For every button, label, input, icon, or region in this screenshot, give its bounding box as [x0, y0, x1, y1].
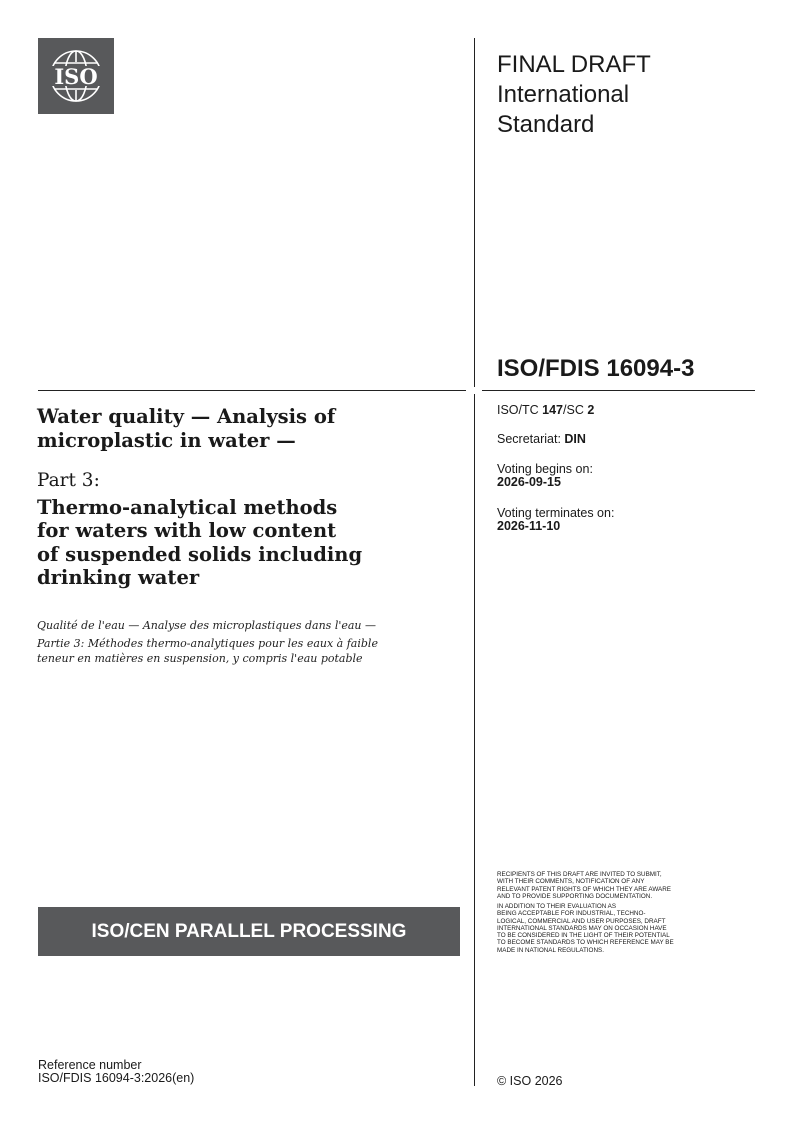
notice-patent-rights [497, 871, 752, 900]
voting-terminates-date: 2026-11-10 [497, 519, 561, 533]
globe-icon [38, 38, 114, 114]
tc-number: 147 [542, 403, 564, 417]
part-title-line: drinking water [37, 565, 200, 589]
notice-line: AND TO PROVIDE SUPPORTING DOCUMENTATION. [497, 892, 653, 900]
part-label: Part 3: [37, 470, 100, 491]
stage-line-international: International [497, 81, 630, 108]
french-title-line: Qualité de l'eau — Analyse des microplastiques dans l'eau — [37, 619, 377, 632]
stage-heading [497, 50, 767, 140]
committee-mid: /SC [563, 403, 588, 417]
part-title [37, 496, 467, 589]
secretariat-label: Secretariat: [497, 432, 565, 446]
secretariat-value: DIN [564, 432, 586, 446]
notice-line: TO BECOME STANDARDS TO WHICH REFERENCE MAY BE [497, 939, 674, 947]
part-title-line: Thermo-analytical methods [37, 496, 338, 519]
part-title-line: for waters with low content [37, 519, 337, 543]
notice-line: LOGICAL, COMMERCIAL AND USER PURPOSES, DRAFT [497, 917, 666, 925]
main-title-line: Water quality — Analysis of [37, 405, 336, 428]
french-title-line: Partie 3: Méthodes thermo-analytiques pour les eaux à faible [37, 637, 378, 650]
notice-line: BEING ACCEPTABLE FOR INDUSTRIAL, TECHNO- [497, 910, 646, 918]
parallel-processing-banner: ISO/CEN PARALLEL PROCESSING [38, 907, 460, 956]
notice-line: TO BE CONSIDERED IN THE LIGHT OF THEIR POTENTIAL [497, 932, 670, 940]
notice-line: RECIPIENTS OF THIS DRAFT ARE INVITED TO SUBMIT, [497, 871, 662, 878]
notice-line: INTERNATIONAL STANDARDS MAY ON OCCASION HAVE [497, 924, 667, 932]
notice-line: MADE IN NATIONAL REGULATIONS. [497, 946, 604, 954]
reference-number-label: Reference number [38, 1058, 142, 1072]
notice-line: IN ADDITION TO THEIR EVALUATION AS [497, 903, 617, 910]
reference-number-value: ISO/FDIS 16094-3:2026(en) [38, 1071, 195, 1085]
french-title-line: teneur en matières en suspension, y compris l'eau potable [37, 652, 363, 665]
stage-line-standard: Standard [497, 111, 595, 138]
voting-terminates-label: Voting terminates on: [497, 506, 615, 520]
main-title [37, 405, 467, 453]
notice-evaluation [497, 903, 752, 954]
notice-line: RELEVANT PATENT RIGHTS OF WHICH THEY ARE AWARE [497, 885, 672, 893]
document-number: ISO/FDIS 16094-3 [497, 355, 695, 382]
horizontal-divider-right [482, 390, 755, 391]
french-title [37, 618, 467, 666]
part-title-line: of suspended solids including [37, 542, 363, 566]
voting-begins-date: 2026-09-15 [497, 475, 561, 489]
notice-line: WITH THEIR COMMENTS, NOTIFICATION OF ANY [497, 878, 645, 886]
stage-line-final-draft: FINAL DRAFT [497, 51, 651, 78]
logo-text: ISO [54, 64, 98, 89]
copyright-notice: © ISO 2026 [497, 1074, 563, 1088]
sc-number: 2 [587, 403, 595, 417]
committee-info [497, 403, 594, 417]
secretariat-info [497, 432, 586, 446]
vertical-divider-top [474, 38, 475, 387]
voting-begins-label: Voting begins on: [497, 462, 593, 476]
horizontal-divider-left [38, 390, 466, 391]
main-title-line: microplastic in water — [37, 429, 296, 452]
iso-logo [38, 38, 114, 114]
committee-prefix: ISO/TC [497, 403, 543, 417]
vertical-divider-bottom [474, 394, 475, 1086]
